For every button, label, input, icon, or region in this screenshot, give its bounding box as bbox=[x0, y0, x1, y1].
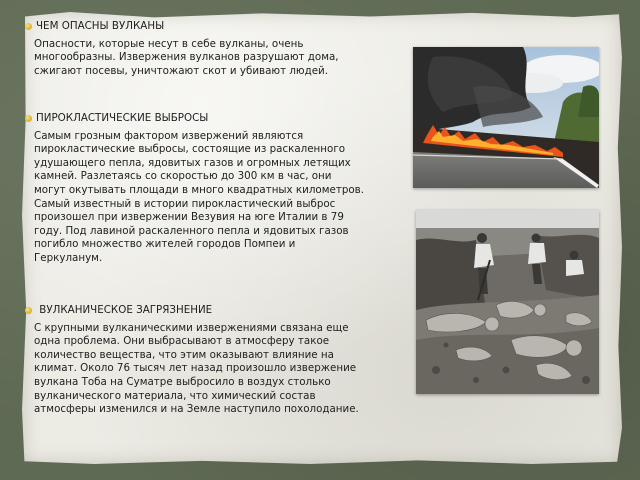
section-pollution bbox=[34, 304, 364, 417]
heading-text: ВУЛКАНИЧЕСКОЕ ЗАГРЯЗНЕНИЕ bbox=[36, 304, 213, 316]
pompeii-illustration bbox=[416, 210, 599, 394]
section-paragraph: Опасности, которые несут в себе вулканы, очень многообразны. Извержения вулканов разрушают дома, сжигают посевы, уничтожают скот и убивают людей. bbox=[34, 37, 339, 77]
section-heading bbox=[34, 112, 364, 126]
section-pyroclastic bbox=[34, 112, 364, 266]
section-paragraph: Самым грозным фактором извержений являются пирокластические выбросы, состоящие из раскаленного удушающего пепла, ядовитых газов и огромных летящих камней. Разлетаясь со скоростью до 300 км в час, они могут окутывать площади в много квадратных километров. Самый известный в истории пирокластический выброс произошел при извержении Везувия на юге Италии в 79 году. Под лавиной раскаленного пепла и ядовитых газов погибло множество жителей городов Помпеи и Геркуланум. bbox=[34, 129, 364, 264]
section-paragraph: С крупными вулканическими извержениями связана еще одна проблема. Они выбрасывают в атмосферу такое количество вещества, что этим оказывают влияние на климат. Около 76 тысяч лет назад произошло извержение вулкана Тоба на Суматре выбросило в воздух столько вулканического материала, что химический состав атмосферы изменился и на Земле наступило похолодание. bbox=[34, 321, 359, 416]
section-dangers bbox=[34, 20, 364, 78]
heading-text: ПИРОКЛАСТИЧЕСКИЕ ВЫБРОСЫ bbox=[36, 112, 209, 124]
pompeii-excavation-photo bbox=[416, 210, 599, 394]
lava-road-illustration bbox=[413, 47, 599, 188]
section-heading bbox=[34, 20, 364, 34]
heading-text: ЧЕМ ОПАСНЫ ВУЛКАНЫ bbox=[36, 20, 165, 32]
section-heading bbox=[34, 304, 364, 318]
lava-road-photo bbox=[413, 47, 599, 188]
